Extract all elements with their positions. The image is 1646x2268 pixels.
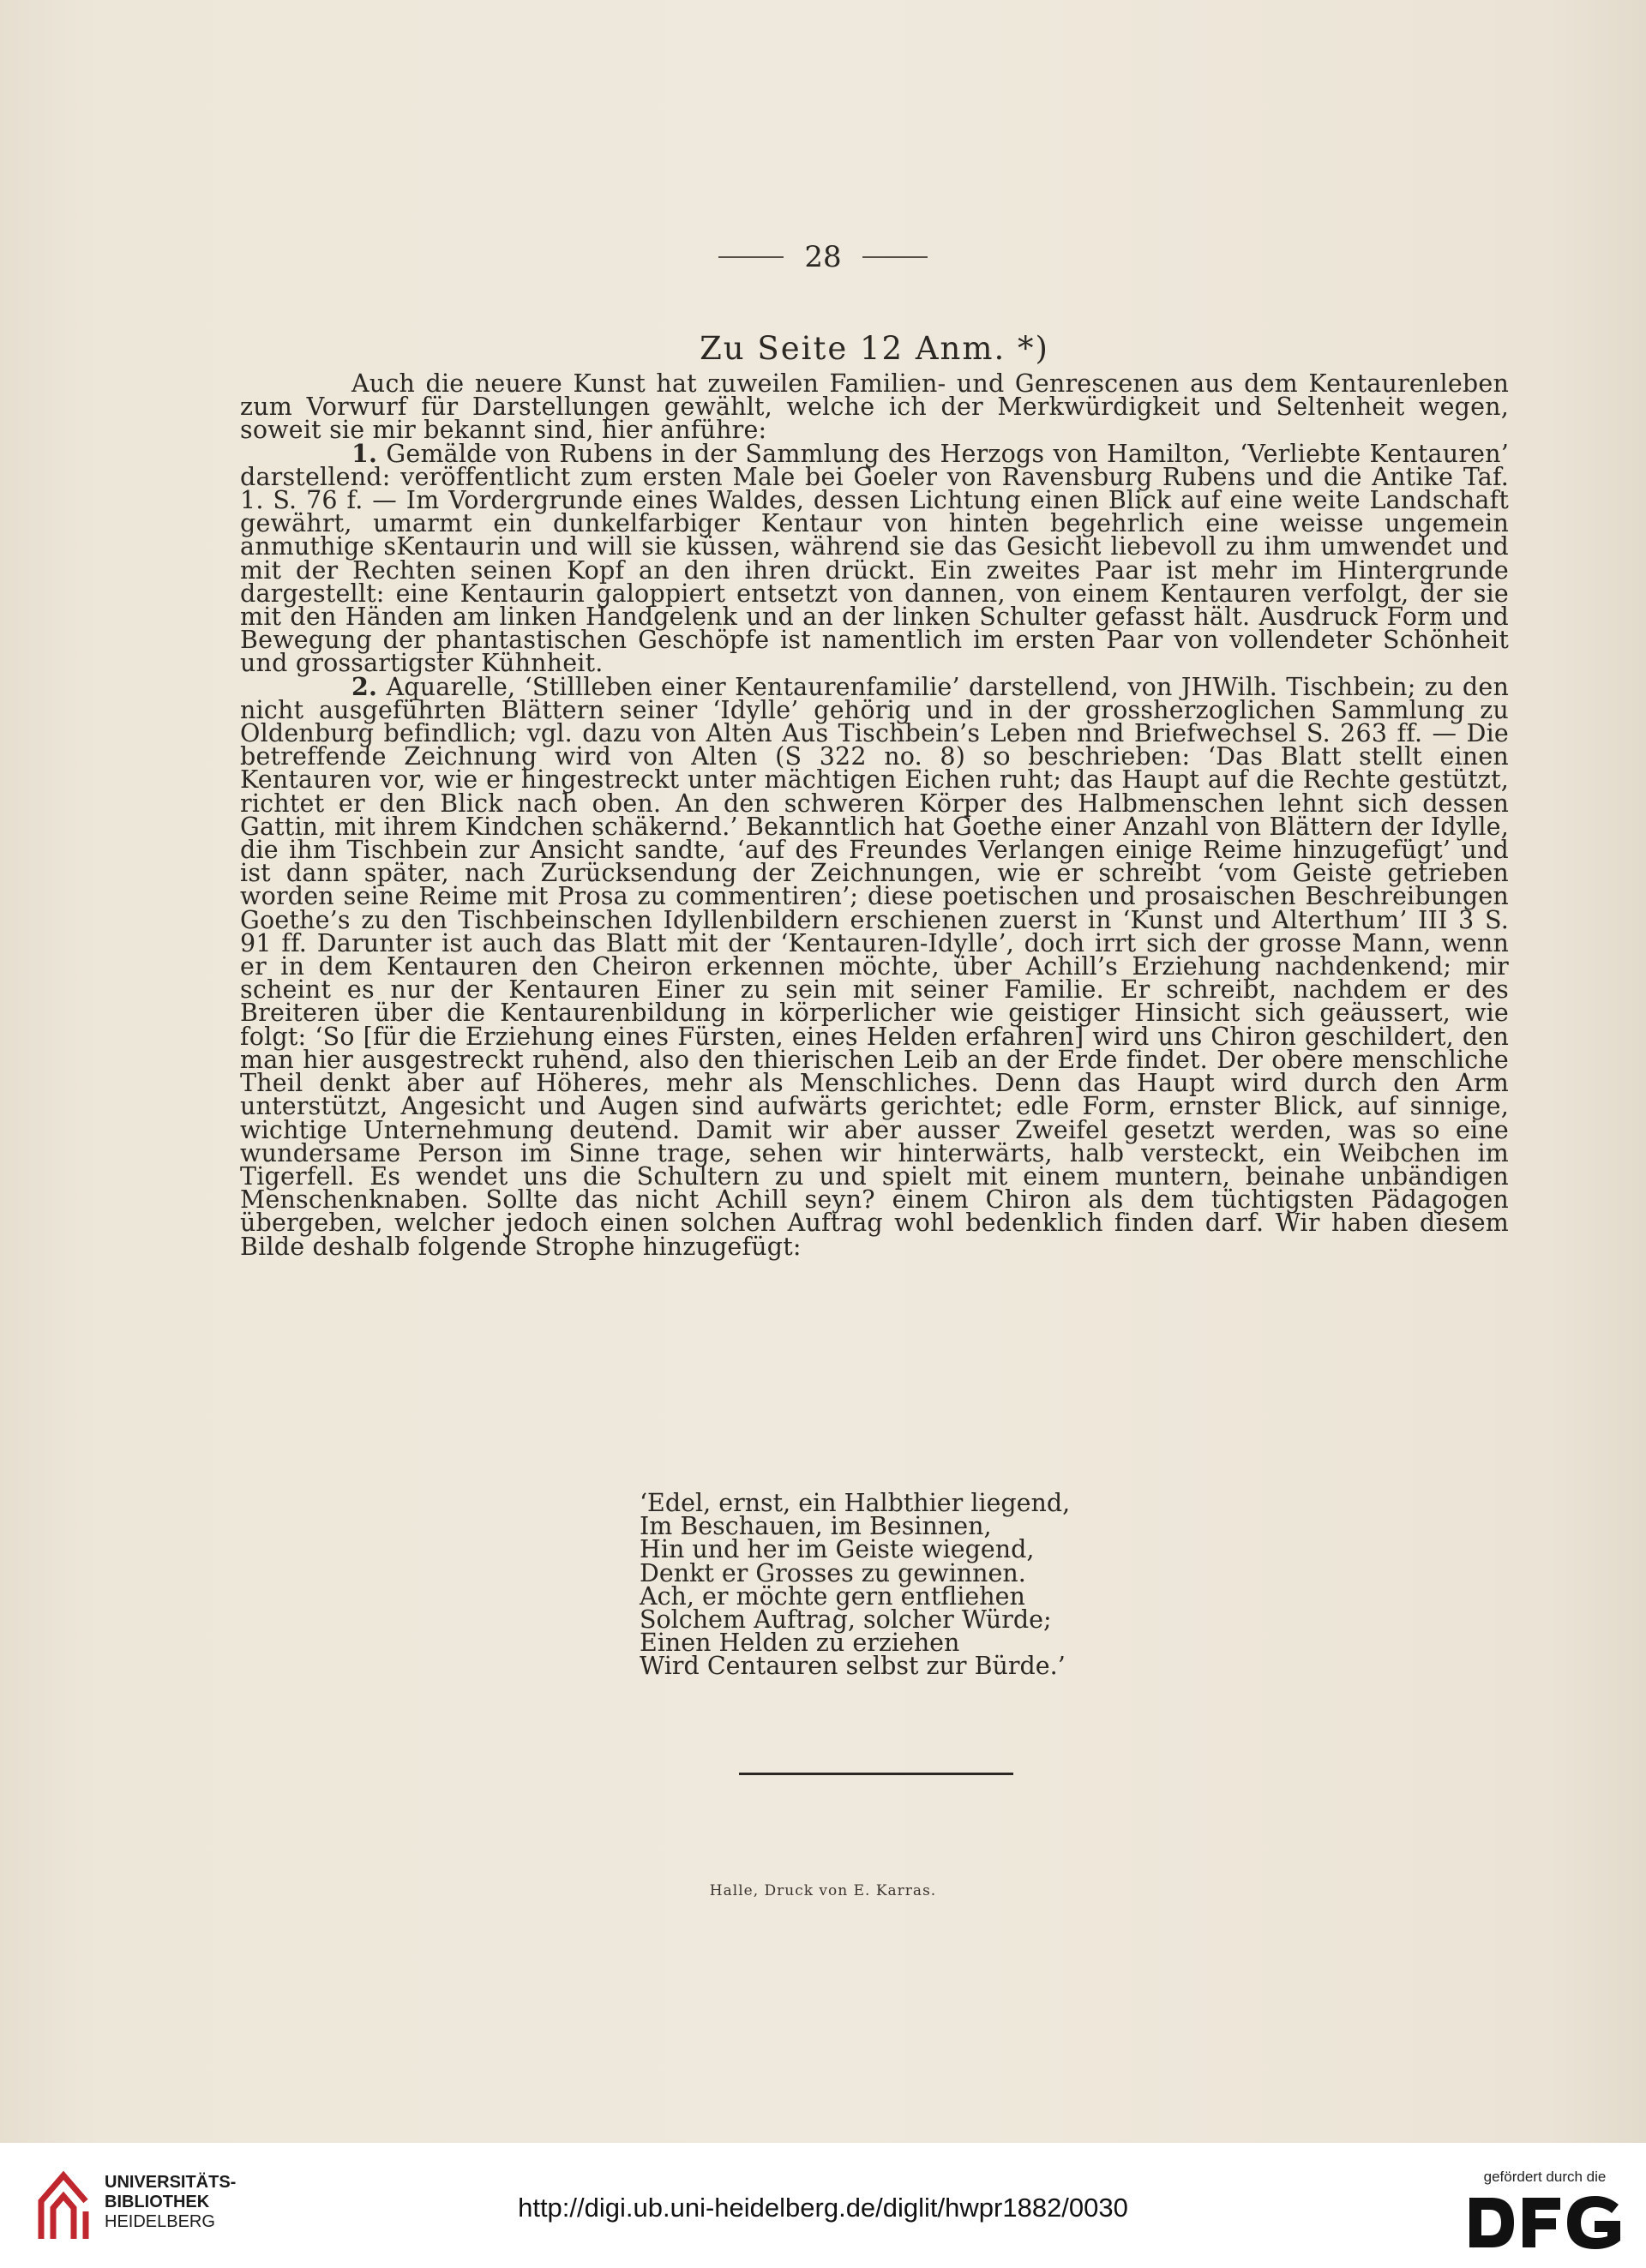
- numbered-paragraph-2: [240, 671, 1509, 1261]
- library-name-line: HEIDELBERG: [105, 2212, 215, 2231]
- dfg-logo-icon: [1466, 2193, 1625, 2253]
- library-name-line: BIBLIOTHEK: [105, 2193, 210, 2211]
- digitization-footer: [0, 2143, 1646, 2268]
- paragraph-number: 2.: [351, 671, 378, 701]
- paragraph-text: Auch die neuere Kunst hat zuweilen Familien- und Genrescenen aus dem Kentaurenleben zum Vorwurf für Darstellungen gewählt, welche ich der Merkwürdigkeit und Seltenheit wegen, soweit sie mir bekannt sind, hier anführe:: [240, 369, 1509, 445]
- numbered-paragraph-1: [240, 438, 1509, 678]
- page-number: 28: [804, 240, 842, 274]
- printer-imprint: Halle, Druck von E. Karras.: [709, 1882, 937, 1899]
- header-rule-right: [862, 256, 928, 258]
- permalink-url[interactable]: http://digi.ub.uni-heidelberg.de/diglit/hwpr1882/0030: [518, 2193, 1128, 2223]
- paragraph-text: Gemälde von Rubens in der Sammlung des Herzogs von Hamilton, ‘Verliebte Kentauren’ darstellend: veröffentlicht zum ersten Male bei Goeler von Ravensburg Rubens und die Antike Taf. 1. S. 76 f. — Im Vordergrunde eines Waldes, dessen Lichtung einen Blick auf eine weite Landschaft gewährt, umarmt ein dunkelfarbiger Kentaur von hinten begehrlich eine weisse ungemein anmuthige sKentaurin und will sie küssen, während sie das Gesicht liebevoll zu ihm umwendet und mit der Rechten seinen Kopf an den ihren drückt. Ein zweites Paar ist mehr im Hintergrunde dargestellt: eine Kentaurin galoppiert entsetzt von dannen, von einem Kentauren verfolgt, der sie mit den Händen am linken Handgelenk und an der linken Schulter gefasst hält. Ausdruck Form und Bewegung der phantastischen Geschöpfe ist namentlich im ersten Paar von vollendeter Schönheit und grossartigster Kühnheit.: [240, 439, 1509, 678]
- header-rule-left: [718, 256, 784, 258]
- poem-line: ‘Edel, ernst, ein Halbthier liegend,: [640, 1489, 1071, 1517]
- page-header: [0, 240, 1646, 274]
- intro-paragraph: [240, 369, 1509, 445]
- funding-caption: gefördert durch die: [1483, 2169, 1607, 2185]
- library-name-line: UNIVERSITÄTS-: [105, 2173, 237, 2192]
- paragraph-number: 1.: [351, 438, 378, 468]
- body-text: [240, 369, 1509, 1261]
- poem-line: Einen Helden zu erziehen: [640, 1629, 960, 1658]
- poem-block: [640, 1489, 1171, 1681]
- paragraph-text: Aquarelle, ‘Stillleben einer Kentaurenfamilie’ darstellend, von JHWilh. Tischbein; zu den nicht ausgeführten Blättern seiner ‘Idylle’ gehörig und in der grossherzoglichen Sammlung zu Oldenburg befindlich; vgl. dazu von Alten Aus Tischbein’s Leben nnd Briefwechsel S. 263 ff. — Die betreffende Zeichnung wird von Alten (S 322 no. 8) so beschrieben: ‘Das Blatt stellt einen Kentauren vor, wie er hingestreckt unter mächtigen Eichen ruht; das Haupt auf die Rechte gestützt, richtet er den Blick nach oben. An den schweren Körper des Halbmenschen lehnt sich dessen Gattin, mit ihrem Kindchen schäkernd.’ Bekanntlich hat Goethe einer Anzahl von Blättern der Idylle, die ihm Tischbein zur Ansicht sandte, ‘auf des Freundes Verlangen einige Reime hinzugefügt’ und ist dann später, nach Zurücksendung der Zeichnungen, wie er schreibt ‘vom Geiste getrieben worden seine Reime mit Prosa zu commentiren’; diese poetischen und prosaischen Beschreibungen Goethe’s zu den Tischbeinschen Idyllenbildern erschienen zuerst in ‘Kunst und Alterthum’ III 3 S. 91 ff. Darunter ist auch das Blatt mit der ‘Kentauren-Idylle’, doch irrt sich der grosse Mann, wenn er in dem Kentauren den Cheiron erkennen möchte, über Achill’s Erziehung nachdenkend; mir scheint es nur der Kentauren Einer zu sein mit seiner Familie. Er schreibt, nachdem er des Breiteren über die Kentaurenbildung in körperlicher wie geistiger Hinsicht sich geäussert, wie folgt: ‘So [für die Erziehung eines Fürsten, eines Helden erfahren] wird uns Chiron geschildert, den man hier ausgestreckt ruhend, also den thierischen Leib an der Erde findet. Der obere menschliche Theil denkt aber auf Höheres, mehr als Menschliches. Denn das Haupt wird durch den Arm unterstützt, Angesicht und Augen sind aufwärts gerichtet; edle Form, ernster Blick, auf sinnige, wichtige Unternehmung deutend. Damit wir aber ausser Zweifel gesetzt werden, was so eine wundersame Person im Sinne trage, sehen wir hinterwärts, halb versteckt, ein Weibchen im Tigerfell. Es wendet uns die Schultern zu und spielt mit einem muntern, beinahe unbändigen Menschenknaben. Sollte das nicht Achill seyn? einem Chiron als dem tüchtigsten Pädagogen übergeben, welcher jedoch einen solchen Auftrag wohl bedenklich finden darf. Wir haben diesem Bilde deshalb folgende Strophe hinzugefügt:: [240, 672, 1509, 1261]
- poem-line: Ach, er möchte gern entfliehen: [640, 1581, 1025, 1611]
- poem-line: Wird Centauren selbst zur Bürde.’: [640, 1652, 1066, 1681]
- poem-line: Im Beschauen, im Besinnen,: [640, 1512, 992, 1541]
- section-title: Zu Seite 12 Anm. *): [700, 330, 1049, 367]
- poem-line: Hin und her im Geiste wiegend,: [640, 1535, 1035, 1564]
- poem-line: Solchem Auftrag, solcher Würde;: [640, 1605, 1052, 1635]
- poem-line: Denkt er Grosses zu gewinnen.: [640, 1558, 1026, 1587]
- end-divider: [739, 1773, 1013, 1775]
